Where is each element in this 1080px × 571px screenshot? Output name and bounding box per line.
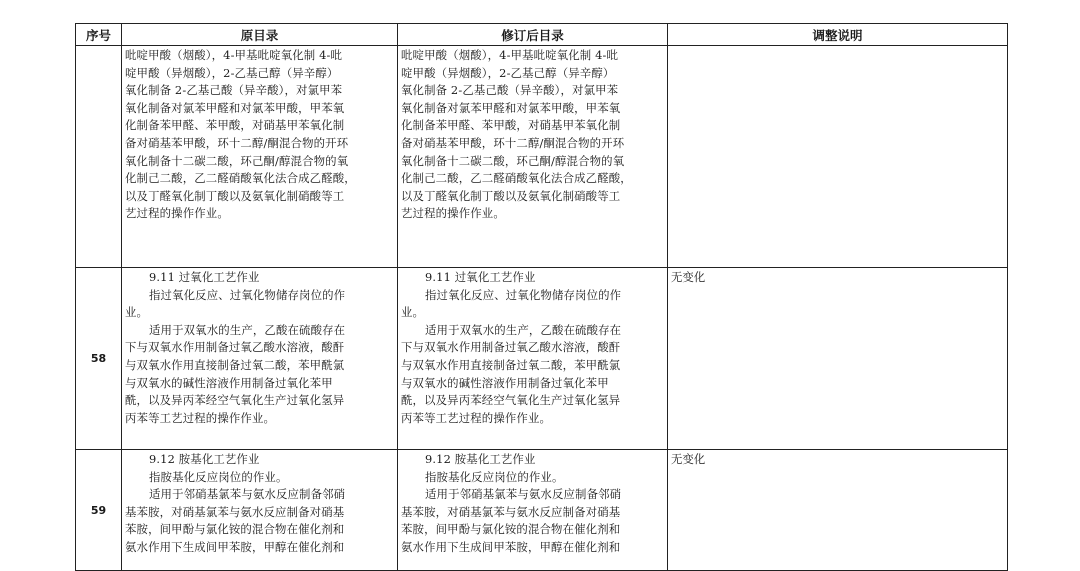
section-heading: 9.12 胺基化工艺作业: [425, 452, 536, 466]
text-line: 指胺基化反应岗位的作业。: [149, 469, 288, 484]
header-row: [76, 24, 1008, 46]
text-line: 与双氧水作用直接制备过氧二酸，苯甲酰氯: [401, 357, 621, 372]
text-line: 丙苯等工艺过程的操作作业。: [125, 410, 276, 425]
row-number: [76, 46, 122, 268]
revision-table: [75, 23, 1008, 571]
text-line: 氨水作用下生成间甲苯胺，甲醇在催化剂和: [401, 539, 621, 554]
text-line: 啶甲酸（异烟酸），2-乙基己醇（异辛醇）: [125, 65, 339, 80]
text-line: 下与双氧水作用制备过氧乙酸水溶液，酸酐: [401, 340, 621, 355]
text-line: 氨水作用下生成间甲苯胺，甲醇在催化剂和: [125, 539, 345, 554]
header-note: 调整说明: [668, 24, 1008, 46]
text-line: 吡啶甲酸（烟酸），4-甲基吡啶氧化制 4-吡: [401, 48, 619, 62]
section-heading: 9.11 过氧化工艺作业: [149, 270, 260, 284]
original-cell: [122, 450, 398, 571]
text-line: 氧化制备对氯苯甲醛和对氯苯甲酸，甲苯氧: [125, 100, 345, 115]
table-row: [76, 46, 1008, 268]
header-original: 原目录: [122, 24, 398, 46]
note-cell: [668, 268, 1008, 450]
text-line: 氧化制备 2-乙基己酸（异辛酸），对氯甲苯: [401, 83, 619, 98]
text-line: 业。: [125, 305, 149, 320]
note-text: [668, 46, 1007, 48]
text-line: 下与双氧水作用制备过氧乙酸水溶液，酸酐: [125, 340, 345, 355]
text-line: 丙苯等工艺过程的操作作业。: [401, 410, 552, 425]
row-number: 59: [76, 450, 122, 571]
header-revised: 修订后目录: [398, 24, 668, 46]
text-line: 苯胺，间甲酚与氯化铵的混合物在催化剂和: [401, 522, 621, 537]
text-line: 化制己二酸，乙二醛硝酸氧化法合成乙醛酸，: [125, 171, 356, 186]
original-cell: [122, 46, 398, 268]
section-heading: 9.12 胺基化工艺作业: [149, 452, 260, 466]
text-line: 指过氧化反应、过氧化物储存岗位的作: [149, 287, 346, 302]
table-row: [76, 268, 1008, 450]
note-cell: [668, 450, 1008, 571]
text-line: 苯胺，间甲酚与氯化铵的混合物在催化剂和: [125, 522, 345, 537]
text-line: 以及丁醛氧化制丁酸以及氨氧化制硝酸等工: [401, 188, 621, 203]
text-line: 氧化制备十二碳二酸，环己酮/醇混合物的氧: [125, 153, 349, 168]
note-cell: [668, 46, 1008, 268]
row-number: 58: [76, 268, 122, 450]
text-line: 艺过程的操作作业。: [401, 206, 505, 221]
text-line: 指胺基化反应岗位的作业。: [425, 469, 564, 484]
text-line: 化制备苯甲醛、苯甲酸，对硝基甲苯氧化制: [125, 118, 345, 133]
text-line: 吡啶甲酸（烟酸），4-甲基吡啶氧化制 4-吡: [125, 48, 343, 62]
note-text: 无变化: [671, 270, 706, 284]
section-heading: 9.11 过氧化工艺作业: [425, 270, 536, 284]
text-line: 与双氧水的碱性溶液作用制备过氧化苯甲: [125, 375, 333, 390]
table-row: [76, 450, 1008, 571]
text-line: 酰，以及异丙苯经空气氧化生产过氧化氢异: [401, 393, 621, 408]
revised-cell: [398, 450, 668, 571]
text-line: 业。: [401, 305, 425, 320]
text-line: 备对硝基苯甲酸，环十二醇/酮混合物的开环: [125, 135, 349, 150]
text-line: 氧化制备对氯苯甲醛和对氯苯甲酸，甲苯氧: [401, 100, 621, 115]
text-line: 以及丁醛氧化制丁酸以及氨氧化制硝酸等工: [125, 188, 345, 203]
text-line: 酰，以及异丙苯经空气氧化生产过氧化氢异: [125, 393, 345, 408]
text-line: 与双氧水的碱性溶液作用制备过氧化苯甲: [401, 375, 609, 390]
text-line: 适用于邻硝基氯苯与氨水反应制备邻硝: [425, 487, 622, 502]
text-line: 基苯胺，对硝基氯苯与氨水反应制备对硝基: [125, 504, 345, 519]
text-line: 适用于双氧水的生产，乙酸在硫酸存在: [149, 322, 346, 337]
text-line: 指过氧化反应、过氧化物储存岗位的作: [425, 287, 622, 302]
text-line: 氧化制备十二碳二酸，环己酮/醇混合物的氧: [401, 153, 625, 168]
text-line: 适用于邻硝基氯苯与氨水反应制备邻硝: [149, 487, 346, 502]
text-line: 基苯胺，对硝基氯苯与氨水反应制备对硝基: [401, 504, 621, 519]
revised-cell: [398, 46, 668, 268]
text-line: 化制备苯甲醛、苯甲酸，对硝基甲苯氧化制: [401, 118, 621, 133]
text-line: 适用于双氧水的生产，乙酸在硫酸存在: [425, 322, 622, 337]
note-text: 无变化: [671, 452, 706, 466]
text-line: 啶甲酸（异烟酸），2-乙基己醇（异辛醇）: [401, 65, 615, 80]
original-cell: [122, 268, 398, 450]
text-line: 化制己二酸，乙二醛硝酸氧化法合成乙醛酸，: [401, 171, 632, 186]
text-line: 备对硝基苯甲酸，环十二醇/酮混合物的开环: [401, 135, 625, 150]
text-line: 艺过程的操作作业。: [125, 206, 229, 221]
text-line: 氧化制备 2-乙基己酸（异辛酸），对氯甲苯: [125, 83, 343, 98]
header-num: 序号: [76, 24, 122, 46]
text-line: 与双氧水作用直接制备过氧二酸，苯甲酰氯: [125, 357, 345, 372]
revised-cell: [398, 268, 668, 450]
